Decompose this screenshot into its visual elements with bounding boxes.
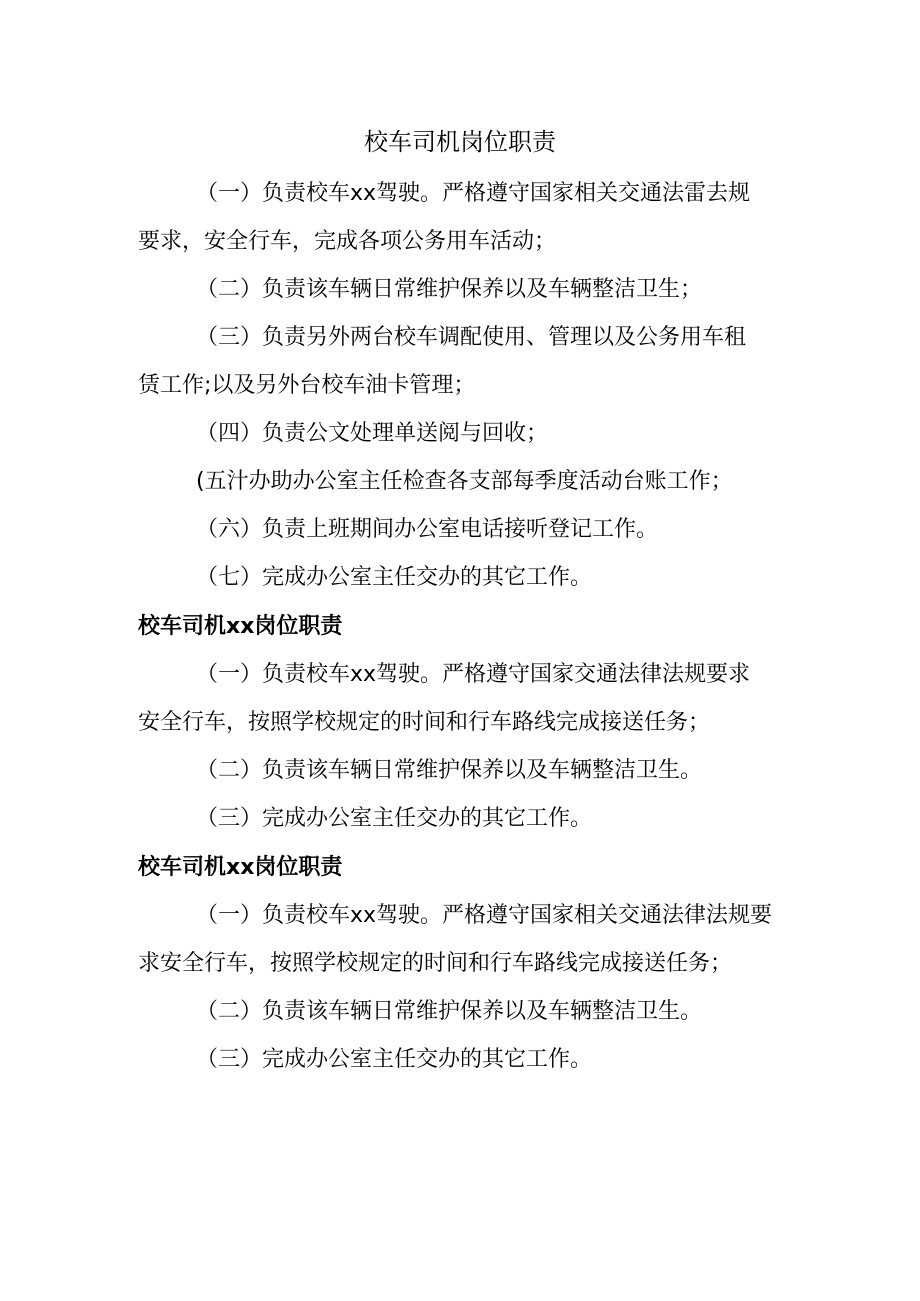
duty-item-line: （二）负责该车辆日常维护保养以及车辆整洁卫生； — [196, 277, 703, 302]
duty-item-line: 要求，安全行车，完成各项公务用车活动； — [138, 229, 557, 254]
duty-item-line: （六）负责上班期间办公室电话接听登记工作。 — [196, 517, 659, 542]
duty-item — [138, 458, 798, 506]
duty-item — [138, 892, 798, 988]
duty-item — [138, 747, 798, 795]
duty-item-line: （一）负责校车xx驾驶。严格遵守国家交通法律法规要求 — [196, 662, 751, 687]
duty-item-line: （二）负责该车辆日常维护保养以及车辆整洁卫生。 — [196, 999, 703, 1024]
duty-item — [138, 988, 798, 1036]
duty-item — [138, 506, 798, 554]
duty-item — [138, 266, 798, 314]
duty-item-line: （四）负责公文处理单送阅与回收； — [196, 421, 549, 446]
duty-item-line: 求安全行车，按照学校规定的时间和行车路线完成接送任务； — [138, 951, 733, 976]
duty-item — [138, 1036, 798, 1084]
duty-item-line: （二）负责该车辆日常维护保养以及车辆整洁卫生。 — [196, 758, 703, 783]
section-heading: 校车司机xx岗位职责 — [138, 855, 343, 880]
section-heading: 校车司机xx岗位职责 — [138, 614, 343, 639]
duty-item-line: （一）负责校车xx驾驶。严格遵守国家相关交通法雷去规 — [196, 181, 751, 206]
duty-item — [138, 554, 798, 602]
page-title: 校车司机岗位职责 — [364, 128, 556, 156]
duty-item-line: （三）完成办公室主任交办的其它工作。 — [196, 1047, 593, 1072]
duty-item-line: (五汁办助办公室主任检查各支部每季度活动台账工作； — [196, 469, 733, 494]
duty-item-line: （一）负责校车xx驾驶。严格遵守国家相关交通法律法规要 — [196, 903, 773, 928]
duty-item-line: 安全行车，按照学校规定的时间和行车路线完成接送任务； — [138, 710, 711, 735]
duty-item — [138, 170, 798, 266]
duty-item-line: （三）负责另外两台校车调配使用、管理以及公务用车租 — [196, 325, 747, 350]
duty-item — [138, 795, 798, 843]
duty-item — [138, 314, 798, 410]
duty-item-line: （三）完成办公室主任交办的其它工作。 — [196, 806, 593, 831]
duty-item — [138, 410, 798, 458]
duty-item-line: 赁工作;以及另外台校车油卡管理； — [138, 373, 476, 398]
duty-item-line: （七）完成办公室主任交办的其它工作。 — [196, 565, 593, 590]
duty-item — [138, 651, 798, 747]
